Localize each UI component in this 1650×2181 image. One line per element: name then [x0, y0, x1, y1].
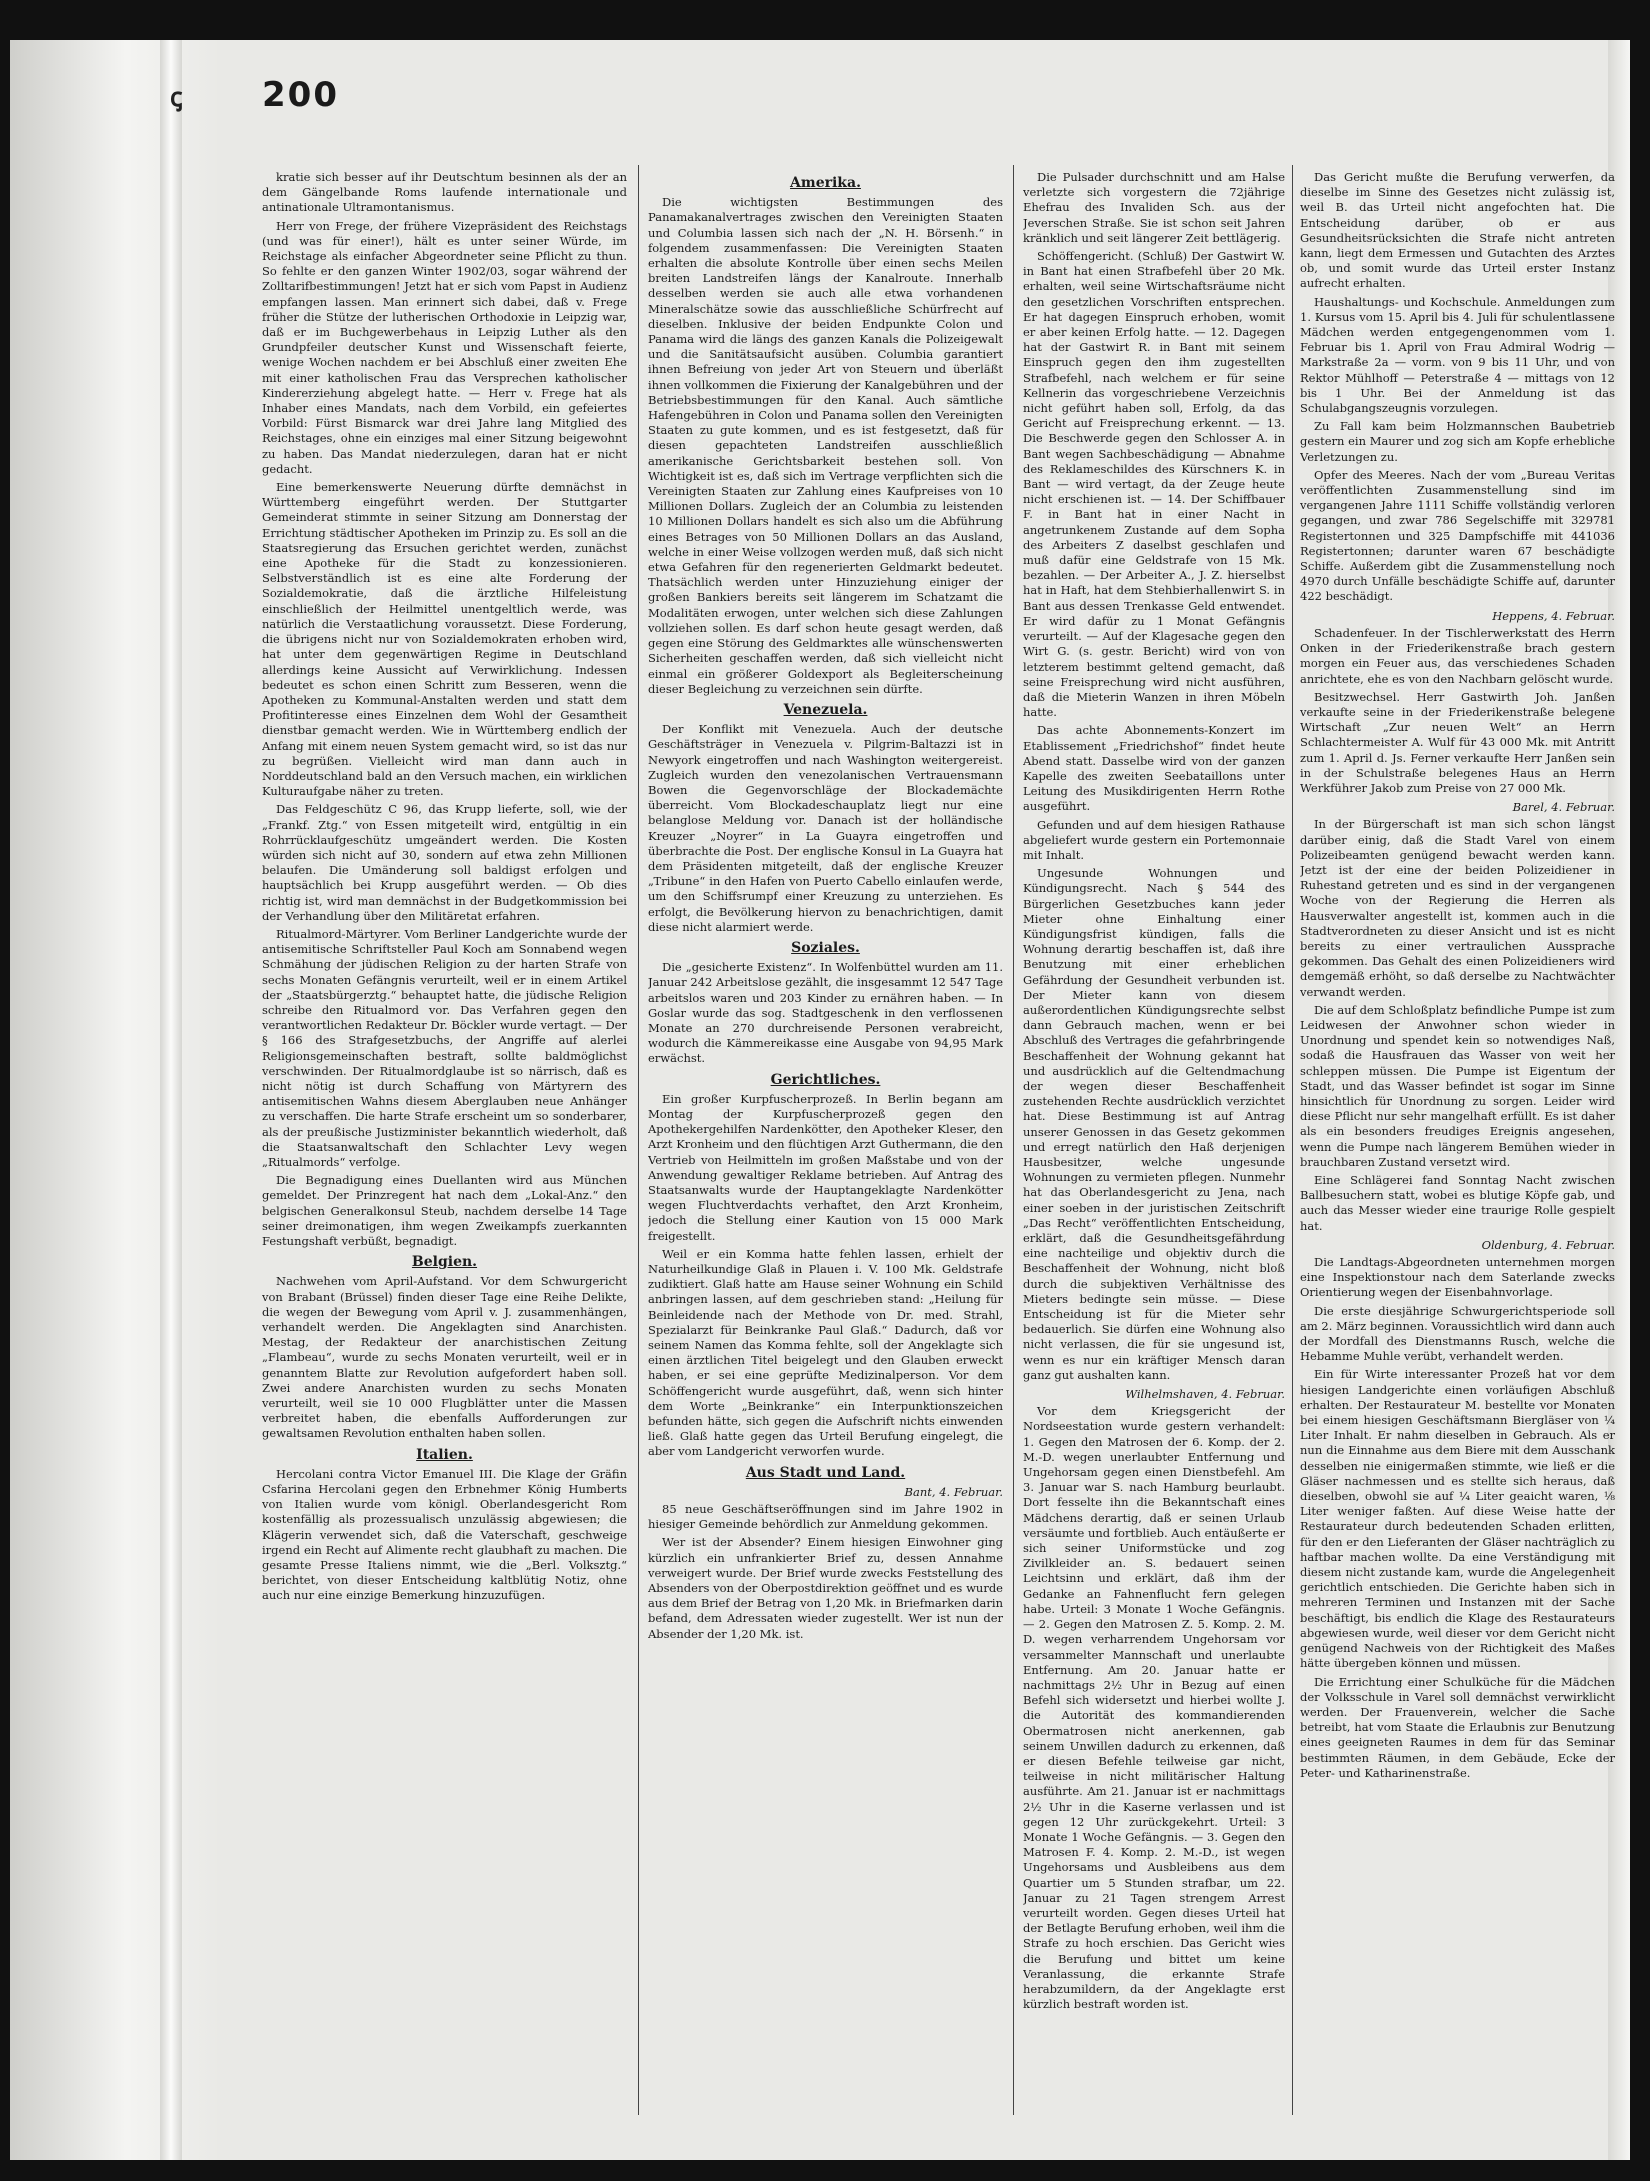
article-paragraph: Der Konflikt mit Venezuela. Auch der deutsche Geschäftsträger in Venezuela v. Pilgrim-Baltazzi ist in Newyork eingetroffen und nach Washington weitergereist. Zugleich wurden den venezolanischen Vertrauensmann Bowen die Gegenvorschläge der Blockademächte überreicht. Vom Blockadeschauplatz liegt nur eine belanglose Meldung vor. Danach ist der holländische Kreuzer „Noyrer“ in La Guayra eingetroffen und überbrachte die Post. Der englische Konsul in La Guayra hat dem Präsidenten mitgeteilt, daß der englische Kreuzer „Tribune“ in den Hafen von Puerto Cabello einlaufen werde, um den Schiffsrumpf einer Kreuzung zu unterziehen. Es erfolgt, die Bevölkerung hiervon zu benachrichtigen, damit diese nicht alarmiert werde. — [648, 722, 1003, 934]
article-paragraph: Vor dem Kriegsgericht der Nordseestation wurde gestern verhandelt: 1. Gegen den Matrosen der 6. Komp. der 2. M.-D. wegen unerlaubter Entfernung und Ungehorsam gegen einen Dienstbefehl. Am 3. Januar war S. nach Hamburg beurlaubt. Dort fesselte ihn die Bekanntschaft eines Mädchens derartig, daß er seinen Urlaub versäumte und fortblieb. Auch entäußerte er sich seiner Uniformstücke und zog Zivilkleider an. S. bedauert seinen Leichtsinn und erklärt, daß ihm der Gedanke an Fahnenflucht fern gelegen habe. Urteil: 3 Monate 1 Woche Gefängnis. — 2. Gegen den Matrosen Z. 5. Komp. 2. M. D. wegen verharrendem Ungehorsam vor versammelter Mannschaft und unerlaubte Entfernung. Am 20. Januar hatte er nachmittags 2½ Uhr in Bezug auf einen Befehl sich widersetzt und hierbei wollte J. die Autorität des kommandierenden Obermatrosen nicht anerkennen, gab seinem Unwillen dadurch zu erkennen, daß er diesen Befehle teilweise gar nicht, teilweise in nicht militärischer Haltung ausführte. Am 21. Januar ist er nachmittags 2½ Uhr in die Kaserne verlassen und ist gegen 12 Uhr zurückgekehrt. Urteil: 3 Monate 1 Woche Gefängnis. — 3. Gegen den Matrosen F. 4. Komp. 2. M.-D., ist wegen Ungehorsams und Ausbleibens aus dem Quartier um 5 Stunden strafbar, um 22. Januar zu 21 Tagen strengem Arrest verurteilt worden. Gegen dieses Urteil hat der Betlagte Berufung erhoben, weil ihm die Strafe zu hoch erschien. Das Gericht wies die Berufung und bittet um keine Veranlassung, die erkannte Strafe herabzumildern, da der Angeklagte erst kürzlich bestraft worden ist. — [1023, 1404, 1285, 2012]
column-rule-3 — [1292, 165, 1293, 2115]
article-paragraph: Das Gericht mußte die Berufung verwerfen, da dieselbe im Sinne des Gesetzes nicht zulässig ist, weil B. das Urteil nicht angefochten hat. Die Entscheidung darüber, ob er aus Gesundheitsrücksichten die Strafe nicht antreten kann, liegt dem Ermessen und Gutachten des Arztes ob, und somit wurde das Urteil erster Instanz aufrecht erhalten. — [1300, 170, 1615, 291]
column-rule-2 — [1013, 165, 1014, 2115]
dateline: Oldenburg, 4. Februar. — [1481, 1237, 1615, 1252]
article-paragraph: Hercolani contra Victor Emanuel III. Die Klage der Gräfin Csfarina Hercolani gegen den Erbnehmer König Humberts von Italien wurde vom königl. Oberlandesgericht Rom kostenfällig als prozessualisch unzulässig abgewiesen; die Klägerin verwendet sich, daß die Vaterschaft, geschweige irgend ein Recht auf Alimente recht glaubhaft zu machen. Die gesamte Presse Italiens nimmt, wie die „Berl. Volksztg.“ berichtet, von dieser Entscheidung kaltblütig Notiz, ohne auch nur eine einzige Bemerkung hinzuzufügen. — [262, 1466, 627, 1603]
section-heading: Italien. — [416, 1446, 473, 1463]
article-paragraph: Die wichtigsten Bestimmungen des Panamakanalvertrages zwischen den Vereinigten Staaten und Columbia lassen sich nach der „N. H. Börsenh.“ in folgendem zusammenfassen: Die Vereinigten Staaten erhalten die absolute Kontrolle über einen sechs Meilen breiten Landstreifen längs der Kanalroute. Innerhalb desselben werden sie auch alle etwa vorhandenen Mineralschätze sowie das ausschließliche Schürfrecht auf dieselben. Inklusive der beiden Endpunkte Colon und Panama wird die längs des ganzen Kanals die Polizeigewalt und die Sanitätsaufsicht ausüben. Columbia garantiert ihnen Befreiung von jeder Art von Steuern und überläßt ihnen vollkommen die Fixierung der Kanalgebühren und der Betriebsbestimmungen für den Kanal. Auch sämtliche Hafengebühren in Colon und Panama sollen den Vereinigten Staaten zu gute kommen, und es ist festgesetzt, daß für diesen gepachteten Landstreifen ausschließlich amerikanische Gerichtsbarkeit bestehen soll. Von Wichtigkeit ist es, daß sich im Vertrage verpflichten sich die Vereinigten Staaten zur Zahlung eines Kaufpreises von 10 Millionen Dollars. Zugleich der an Columbia zu leistenden 10 Millionen Dollars handelt es sich also um die Abführung eines Betrages von 50 Millionen Dollars an das Ausland, welche in einer Weise vollzogen werden muß, daß sich nicht etwa Gefahren für den regenerierten Geldmarkt bedeutet. Thatsächlich werden unter Hinzuziehung einiger der großen Bankiers bereits seit längerem im Schatzamt die Modalitäten erwogen, unter welchen sich diese Zahlungen vollziehen sollen. Es darf schon heute gesagt werden, daß gegen eine Störung des Geldmarktes alle wünschenswerten Sicherheiten geschaffen werden, daß sich vielleicht nicht einmal ein größerer Goldexport als Begleiterscheinung dieser Begleichung zu verzeichnen sein dürfte. — [648, 195, 1003, 696]
dateline: Heppens, 4. Februar. — [1492, 608, 1615, 623]
article-paragraph: Das achte Abonnements-Konzert im Etablissement „Friedrichshof“ findet heute Abend statt. Dasselbe wird von der ganzen Kapelle des zweiten Seebataillons unter Leitung des Musikdirigenten Herrn Rothe ausgeführt. — [1023, 723, 1285, 814]
article-paragraph: Opfer des Meeres. Nach der vom „Bureau Veritas veröffentlichten Zusammenstellung sind im vergangenen Jahre 1111 Schiffe vollständig verloren gegangen, und zwar 786 Segelschiffe mit 329781 Registertonnen und 325 Dampfschiffe mit 441036 Registertonnen; darunter waren 67 beschädigte Schiffe. Außerdem gibt die Zusammenstellung noch 4970 durch Unfälle beschädigte Schiffe auf, darunter 422 beschädigt. — [1300, 467, 1615, 604]
dateline: Barel, 4. Februar. — [1512, 800, 1615, 815]
column-2 — [648, 170, 1003, 2110]
section-heading: Venezuela. — [783, 701, 868, 718]
dateline: Wilhelmshaven, 4. Februar. — [1125, 1387, 1285, 1402]
page-number: 200 — [262, 75, 339, 115]
section-heading: Gerichtliches. — [770, 1071, 881, 1088]
article-paragraph: Die Errichtung einer Schulküche für die Mädchen der Volksschule in Varel soll demnächst verwirklicht werden. Der Frauenverein, welcher die Sache betreibt, hat vom Staate die Erlaubnis zur Benutzung eines geeigneten Raumes in dem für das Seminar bestimmten Räumen, in dem Gebäude, Ecke der Peter- und Katharinenstraße. — [1300, 1674, 1615, 1780]
article-paragraph: Eine bemerkenswerte Neuerung dürfte demnächst in Württemberg eingeführt werden. Der Stuttgarter Gemeinderat stimmte in seiner Sitzung am Donnerstag der Errichtung städtischer Apotheken im Prinzip zu. Es soll an die Staatsregierung das Ersuchen gerichtet werden, zunächst eine Apotheke für die Stadt zu konzessionieren. Selbstverständlich ist es eine alte Forderung der Sozialdemokratie, daß die ärztliche Hilfeleistung einschließlich der Heilmittel unentgeltlich werde, was natürlich die Verstaatlichung voraussetzt. Diese Forderung, die übrigens nicht nur von Sozialdemokraten erhoben wird, hat unter dem gegenwärtigen Regime in Deutschland allerdings keine Aussicht auf Verwirklichung. Indessen bedeutet es schon einen Schritt zum Besseren, wenn die Apotheken zu Kommunal-Anstalten werden und statt dem Profitinteresse eines Einzelnen dem Wohl der Gesamtheit dienstbar gemacht werden. Wie in Württemberg endlich der Anfang mit einem neuen System gemacht wird, so ist das nur zu begrüßen. Vielleicht wird man dann auch in Norddeutschland bald an den Versuch machen, ein wirklichen Kulturaufgabe näher zu treten. — [262, 480, 627, 799]
article-paragraph: Die Begnadigung eines Duellanten wird aus München gemeldet. Der Prinzregent hat nach dem „Lokal-Anz.“ den belgischen Generalkonsul Steub, nachdem derselbe 14 Tage seiner dreimonatigen, ihm wegen Zweikampfs zuerkannten Festungshaft verbüßt, begnadigt. — [262, 1173, 627, 1249]
article-paragraph: In der Bürgerschaft ist man sich schon längst darüber einig, daß die Stadt Varel von einem Polizeibeamten genügend bewacht werden kann. Jetzt ist der eine der beiden Polizeidiener in Ruhestand getreten und es sind in der vergangenen Woche von der Regierung die Herren als Hausverwalter angestellt ist, kommen auch in die Stadtverordneten zu dieser Ansicht und ist es nicht bereits zu einer vertraulichen Aussprache gekommen. Das Gehalt des einen Polizeidieners wird demgemäß erhöht, so daß derselbe zu Nachtwächter verwandt werden. — [1300, 817, 1615, 999]
article-paragraph: Haushaltungs- und Kochschule. Anmeldungen zum 1. Kursus vom 15. April bis 4. Juli für schulentlassene Mädchen werden entgegengenommen vom 1. Februar bis 1. April von Frau Admiral Wodrig — Markstraße 2a — vorm. von 9 bis 11 Uhr, und von Rektor Mühlhoff — Peterstraße 4 — mittags von 12 bis 1 Uhr. Bei der Anmeldung ist das Schulabgangszeugnis vorzulegen. — [1300, 294, 1615, 416]
article-paragraph: Die Landtags-Abgeordneten unternehmen morgen eine Inspektionstour nach dem Saterlande zwecks Orientierung wegen der Eisenbahnvorlage. — [1300, 1255, 1615, 1300]
article-paragraph: Weil er ein Komma hatte fehlen lassen, erhielt der Naturheilkundige Glaß in Plauen i. V. 100 Mk. Geldstrafe zudiktiert. Glaß hatte am Hause seiner Wohnung ein Schild anbringen lassen, auf dem geschrieben stand: „Heilung für Beinleidende nach der Methode von Dr. med. Strahl, Spezialarzt für Beinkranke Paul Glaß.“ Dadurch, daß vor seinem Namen das Komma fehlte, soll der Angeklagte sich einen ärztlichen Titel beigelegt und den Glauben erweckt haben, er sei eine geprüfte Medizinalperson. Vor dem Schöffengericht wurde ausgeführt, daß, wenn sich hinter dem Worte „Beinkranke“ ein Interpunktionszeichen befunden hätte, sich gegen die Aufschrift nichts einwenden ließ. Glaß hatte gegen das Urteil Berufung eingelegt, die aber vom Landgericht verworfen wurde. — [648, 1246, 1003, 1459]
article-paragraph: Zu Fall kam beim Holzmannschen Baubetrieb gestern ein Maurer und zog sich am Kopfe erhebliche Verletzungen zu. — [1300, 419, 1615, 464]
article-paragraph: Ein für Wirte interessanter Prozeß hat vor dem hiesigen Landgerichte einen vorläufigen Abschluß erhalten. Der Restaurateur M. bestellte vor Monaten bei einem hiesigen Geschäftsmann Biergläser von ¼ Liter Inhalt. Er nahm dieselben in Gebrauch. Als er nun die Einnahme aus dem Biere mit dem Ausschank desselben nie einigermaßen stimmte, wie ließ er die Gläser nachmessen und es stellte sich heraus, daß dieselben, obwohl sie auf ¼ Liter geaicht waren, ⅛ Liter weniger faßten. Auf diese Weise hatte der Restaurateur durch bedeutenden Schaden erlitten, für den er den Lieferanten der Gläser nachträglich zu haftbar machen wollte. Da eine Verständigung mit diesem nicht zustande kam, wurde die Angelegenheit gerichtlich entschieden. Die Gerichte haben sich in mehreren Terminen und Instanzen mit der Sache beschäftigt, bis endlich die Klage des Restaurateurs abgewiesen wurde, weil dieser vor dem Gericht nicht genügend Nachweis von der Richtigkeit des Maßes hätte übergeben können und müssen. — [1300, 1367, 1615, 1671]
column-rule-1 — [638, 165, 639, 2115]
column-1 — [262, 170, 627, 2110]
article-paragraph: Schöffengericht. (Schluß) Der Gastwirt W. in Bant hat einen Strafbefehl über 20 Mk. erhalten, weil seine Wirtschaftsräume nicht den gesetzlichen Vorschriften entsprechen. Er hat dagegen Einspruch erhoben, womit er aber keinen Erfolg hatte. — 12. Dagegen hat der Gastwirt R. in Bant mit seinem Einspruch gegen den ihm zugestellten Strafbefehl, nach welchem er für seine Kellnerin das vorgeschriebene Verzeichnis nicht geführt haben soll, Erfolg, da das Gericht auf Freisprechung erkennt. — 13. Die Beschwerde gegen den Schlosser A. in Bant wegen Sachbeschädigung — Abnahme des Reklameschildes des Kürschners K. in Bant — wird vertagt, da der Zeuge heute nicht erschienen ist. — 14. Der Schiffbauer F. in Bant hat in einer Nacht in angetrunkenem Zustande auf dem Sopha des Arbeiters Z daselbst geschlafen und muß dafür eine Geldstrafe von 15 Mk. bezahlen. — Der Arbeiter A., J. Z. hierselbst hat in Haft, hat dem Stehbierhallenwirt S. in Bant aus dessen Trenkasse Geld entwendet. Er wird dafür zu 1 Monat Gefängnis verurteilt. — Auf der Klagesache gegen den Wirt G. (s. gestr. Bericht) wird von von letzterem bestimmt geltend gemacht, daß seine Freisprechung wird nicht ausführen, daß die Mieterin Wanzen in ihren Möbeln hatte. — [1023, 249, 1285, 720]
column-3 — [1023, 170, 1285, 2110]
section-heading: Belgien. — [411, 1254, 478, 1271]
article-paragraph: Gefunden und auf dem hiesigen Rathause abgeliefert wurde gestern ein Portemonnaie mit Inhalt. — [1023, 817, 1285, 862]
margin-mark: ꞔ — [170, 83, 183, 113]
column-4 — [1300, 170, 1615, 2110]
article-paragraph: kratie sich besser auf ihr Deutschtum besinnen als der an dem Gängelbande Roms laufende internationale und antinationale Ultramontanismus. — [262, 170, 627, 215]
article-paragraph: Ungesunde Wohnungen und Kündigungsrecht. Nach § 544 des Bürgerlichen Gesetzbuches kann jeder Mieter ohne Einhaltung einer Kündigungsfrist kündigen, falls die Wohnung derartig beschaffen ist, daß ihre Benutzung mit einer erheblichen Gefährdung der Gesundheit verbunden ist. Der Mieter kann von diesem außerordentlichen Kündigungsrechte selbst dann Gebrauch machen, wenn er bei Abschluß des Vertrages die gefahrbringende Beschaffenheit der Wohnung gekannt hat und ausdrücklich auf die Geltendmachung der wegen dieser Beschaffenheit zustehenden Rechte ausdrücklich verzichtet hat. Diese Bestimmung ist auf Antrag unserer Genossen in das Gesetz gekommen und erregt natürlich den Haß derjenigen Hausbesitzer, welche ungesunde Wohnungen zu vermieten pflegen. Nunmehr hat das Oberlandesgericht zu Jena, nach einer soeben in der juristischen Zeitschrift „Das Recht“ veröffentlichten Entscheidung, erklärt, daß die Gesundheitsgefährdung eine nachteilige und objektiv durch die Beschaffenheit der Wohnung, nicht bloß durch die subjektiven Verhältnisse des Mieters bedingte sein müsse. — Diese Entscheidung ist für die Mieter sehr bedauerlich. Sie dürfen eine Wohnung also nicht verlassen, die für sie ungesund ist, wenn es nur ein kräftiger Mensch daran ganz gut aushalten kann. — [1023, 866, 1285, 1382]
section-heading: Amerika. — [790, 175, 861, 191]
article-paragraph: Wer ist der Absender? Einem hiesigen Einwohner ging kürzlich ein unfrankierter Brief zu, dessen Annahme verweigert wurde. Der Brief wurde zwecks Feststellung des Absenders von der Oberpostdirektion geöffnet und es wurde aus dem Brief der Betrag von 1,20 Mk. in Briefmarken darin befand, dem Adressaten wieder zugestellt. Wer ist nun der Absender der 1,20 Mk. ist. — [648, 1535, 1003, 1641]
section-heading: Soziales. — [791, 939, 860, 956]
article-paragraph: Die „gesicherte Existenz“. In Wolfenbüttel wurden am 11. Januar 242 Arbeitslose gezählt, die insgesammt 12 547 Tage arbeitslos waren und 203 Kinder zu ernähren haben. — In Goslar wurde das sog. Stadtgeschenk in den verflossenen Monate an 270 durchreisende Personen verabreicht, wodurch die Kämmereikasse eine Ausgabe von 94,95 Mark erwächst. — [648, 960, 1003, 1066]
article-paragraph: Ritualmord-Märtyrer. Vom Berliner Landgerichte wurde der antisemitische Schriftsteller Paul Koch am Sonnabend wegen Schmähung der jüdischen Religion zu der harten Strafe von sechs Monaten Gefängnis verurteilt, weil er in einem Artikel der „Staatsbürgerztg.“ behauptet hatte, die jüdische Religion schreibe den Ritualmord vor. Das Verfahren gegen den verantwortlichen Redakteur Dr. Böckler wurde vertagt. — Der § 166 des Strafgesetzbuchs, der Angriffe auf alerlei Religionsgemeinschaften bestraft, sollte baldmöglichst verschwinden. Der Ritualmordglaube ist so närrisch, daß es nicht nötig ist durch Schaffung von Märtyrern des antisemitischen Wahns diesem Aberglauben neue Anhänger zu verschaffen. Die harte Strafe erscheint um so sonderbarer, als der preußische Justizminister bekanntlich wiederholt, daß die Staatsanwaltschaft den Schlachter Levy wegen „Ritualmords“ verfolge. — [262, 926, 627, 1169]
article-paragraph: Herr von Frege, der frühere Vizepräsident des Reichstags (und was für einer!), hält es unter seiner Würde, im Reichstage als einfacher Abgeordneter seine Pflicht zu thun. So fehlte er den ganzen Winter 1902/03, sogar während der Zolltarifbestimmungen! Jetzt hat er sich vom Papst in Audienz empfangen lassen. Man erinnert sich dabei, daß v. Frege früher die Stütze der lutherischen Orthodoxie in Leipzig war, daß er im Buchgewerbehaus in Leipzig Luther als den Grundpfeiler deutscher Kunst und Wissenschaft feierte, wenige Wochen nachdem er bei Abschluß einer zweiten Ehe mit einer katholischen Frau das Versprechen katholischer Kindererziehung abgelegt hatte. — Herr v. Frege hat als Inhaber eines Mandats, nach dem Vorbild, ein gefeiertes Vorbild: Fürst Bismarck war drei Jahre lang Mitglied des Reichstages, ohne ein einziges mal einer Sitzung beigewohnt zu haben. Das Mandat niederzulegen, daran hat er nicht gedacht. — [262, 218, 627, 476]
article-paragraph: Eine Schlägerei fand Sonntag Nacht zwischen Ballbesuchern statt, wobei es blutige Köpfe gab, und auch das Messer wieder eine traurige Rolle gespielt hat. — [1300, 1173, 1615, 1233]
article-paragraph: Besitzwechsel. Herr Gastwirth Joh. Janßen verkaufte seine in der Friederikenstraße belegene Wirtschaft „Zur neuen Welt“ an Herrn Schlachtermeister A. Wulf für 43 000 Mk. mit Antritt zum 1. April d. Js. Ferner verkaufte Herr Janßen sein in der Schulstraße belegenes Haus an Herrn Werkführer Jakob zum Preise von 27 000 Mk. — [1300, 689, 1615, 795]
article-paragraph: Schadenfeuer. In der Tischlerwerkstatt des Herrn Onken in der Friederikenstraße brach gestern morgen ein Feuer aus, das verschiedenes Schaden anrichtete, ehe es von den Nachbarn gelöscht wurde. — [1300, 625, 1615, 686]
article-paragraph: 85 neue Geschäftseröffnungen sind im Jahre 1902 in hiesiger Gemeinde behördlich zur Anmeldung gekommen. — [648, 1502, 1003, 1532]
article-paragraph: Nachwehen vom April-Aufstand. Vor dem Schwurgericht von Brabant (Brüssel) finden dieser Tage eine Reihe Delikte, die wegen der Bewegung vom April v. J. zusammenhängen, verhandelt werden. Die Angeklagten sind Anarchisten. Mestag, der Redakteur der anarchistischen Zeitung „Flambeau“, wurde zu sechs Monaten verurteilt, weil er in genanntem Blatte zur Revolution aufgefordert haben soll. Zwei andere Anarchisten wurden zu sechs Monaten verurteilt, weil sie 10 000 Flugblätter unter die Massen verbreitet haben, die ebenfalls Aufforderungen zur gewaltsamen Revolution enthalten haben sollen. — [262, 1274, 627, 1441]
dateline: Bant, 4. Februar. — [904, 1484, 1003, 1499]
book-binding-edge — [10, 40, 220, 2160]
binding-strip — [160, 40, 182, 2160]
article-paragraph: Die Pulsader durchschnitt und am Halse verletzte sich vorgestern die 72jährige Ehefrau des Invaliden Sch. aus der Jeverschen Straße. Sie ist schon seit Jahren kränklich und seit längerer Zeit bettlägerig. — [1023, 170, 1285, 245]
article-paragraph: Die auf dem Schloßplatz befindliche Pumpe ist zum Leidwesen der Anwohner schon wieder in Unordnung und spendet kein so notwendiges Naß, sodaß die Hausfrauen das Wasser von weit her schleppen müssen. Die Pumpe ist Eigentum der Stadt, und das Wasser befindet ist sogar im Sinne hinsichtlich für Unordnung zu sorgen. Leider wird diese Pflicht nur sehr mangelhaft erfüllt. Es ist daher als ein besonders freudiges Ereignis angesehen, wenn die Pumpe nach längerem Bemühen wieder in brauchbaren Zustand versetzt wird. — [1300, 1002, 1615, 1169]
article-paragraph: Ein großer Kurpfuscherprozeß. In Berlin begann am Montag der Kurpfuscherprozeß gegen den Apothekergehilfen Nardenkötter, den Apotheker Kleser, den Arzt Kronheim und den flüchtigen Arzt Guthermann, die den Vertrieb von Heilmitteln im großen Maßstabe und von der Anwendung gewaltiger Reklame betrieben. Auf Antrag des Staatsanwalts wurde der Hauptangeklagte Nardenkötter wegen Fluchtverdachts verhaftet, den Arzt Kronheim, jedoch die Stellung einer Kaution von 15 000 Mark freigestellt. — [648, 1091, 1003, 1243]
article-paragraph: Die erste diesjährige Schwurgerichtsperiode soll am 2. März beginnen. Voraussichtlich wird dann auch der Mordfall des Dienstmanns Rusch, welche die Hebamme Muhle verübt, verhandelt werden. — [1300, 1303, 1615, 1364]
section-heading: Aus Stadt und Land. — [745, 1464, 906, 1481]
article-paragraph: Das Feldgeschütz C 96, das Krupp lieferte, soll, wie der „Frankf. Ztg.“ von Essen mitgeteilt wird, entgültig in ein Rohrrücklaufgeschütz umgeändert werden. Die Kosten würden sich nicht auf 30, sondern auf etwa zehn Millionen belaufen. Die Umänderung soll baldigst erfolgen und hauptsächlich bei Krupp ausgeführt werden. — Ob dies richtig ist, wird man demnächst in der Budgetkommission bei der Verhandlung über den Militäretat erfahren. — [262, 802, 627, 923]
